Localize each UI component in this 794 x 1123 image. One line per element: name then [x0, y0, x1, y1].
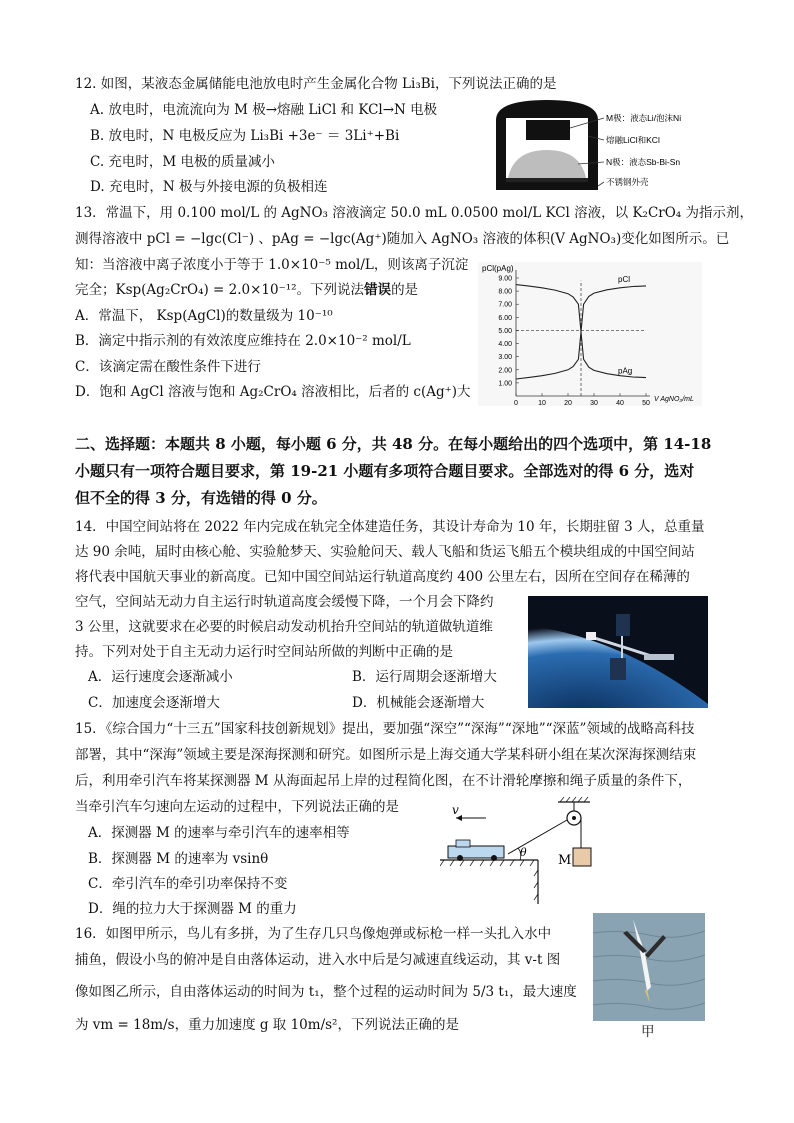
space-station-photo — [528, 596, 708, 708]
y-tick-label: 8.00 — [498, 288, 512, 296]
q14-line-1: 14．中国空间站将在 2022 年内完成在轨完全体建造任务，其设计寿命为 10 年，长期驻留 3 人，总重量 — [75, 519, 705, 535]
pulley-figure — [440, 796, 610, 906]
q14-option-d: D．机械能会逐渐增大 — [352, 695, 485, 711]
q14-line-4: 空气，空间站无动力自主运行时轨道高度会缓慢下降，一个月会下降约 — [75, 594, 494, 610]
q13-option-d: D．饱和 AgCl 溶液与饱和 Ag₂CrO₄ 溶液相比，后者的 c(Ag⁺)大 — [75, 384, 471, 400]
q16-line-2: 捕鱼，假设小鸟的俯冲是自由落体运动，进入水中后是匀减速直线运动，其 v-t 图 — [75, 952, 561, 968]
label-steel-shell: 不锈钢外壳 — [606, 177, 649, 187]
q13-option-a: A．常温下， Ksp(AgCl)的数量级为 10⁻¹⁰ — [75, 308, 333, 324]
q16-line-3: 像如图乙所示，自由落体运动的时间为 t₁，整个过程的运动时间为 5/3 t₁，最大速度 — [75, 984, 577, 1000]
label-n-electrode: N极：液态Sb-Bi-Sn — [606, 157, 681, 167]
x-tick-label: 0 — [514, 400, 518, 406]
label-m-electrode: M极：液态Li/泡沫Ni — [606, 113, 682, 123]
diving-bird-photo — [593, 913, 705, 1021]
x-tick-label: 30 — [590, 400, 598, 406]
figure-label-jia: 甲 — [641, 1024, 655, 1040]
label-m: M — [558, 853, 572, 868]
label-theta: θ — [520, 846, 527, 859]
q15-option-a: A．探测器 M 的速率与牵引汽车的速率相等 — [88, 825, 350, 841]
q15-option-c: C．牵引汽车的牵引功率保持不变 — [88, 876, 288, 892]
q14-line-2: 达 90 余吨，届时由核心舱、实验舱梦天、实验舱问天、载人飞船和货运飞船五个模块组成的中国空间站 — [75, 544, 695, 560]
titration-chart — [478, 262, 702, 406]
q16-line-4: 为 vm = 18m/s，重力加速度 g 取 10m/s²，下列说法正确的是 — [75, 1017, 459, 1033]
y-tick-label: 2.00 — [498, 367, 512, 375]
label-v: v — [452, 803, 459, 817]
section2-line-1: 二、选择题：本题共 8 小题，每小题 6 分，共 48 分。在每小题给出的四个选项中，第 14-18 — [75, 435, 712, 453]
section2-line-3: 但不全的得 3 分，有选错的得 0 分。 — [75, 489, 327, 507]
y-tick-label: 6.00 — [498, 314, 512, 322]
y-tick-label: 4.00 — [498, 341, 512, 349]
q15-line-2: 部署，其中“深海”领域主要是深海探测和研究。如图所示是上海交通大学某科研小组在某次深海探测结束 — [75, 747, 697, 763]
q12-option-b: B. 放电时，N 电极反应为 Li₃Bi +3e⁻ ＝ 3Li⁺+Bi — [90, 128, 400, 144]
series-label-pCl: pCl — [618, 274, 631, 284]
x-tick-label: 40 — [616, 400, 624, 406]
q14-line-3: 将代表中国航天事业的新高度。已知中国空间站运行轨道高度约 400 公里左右，因所在空间存在稀薄的 — [75, 569, 690, 585]
q14-option-a: A．运行速度会逐渐减小 — [88, 669, 233, 685]
q14-option-b: B．运行周期会逐渐增大 — [352, 669, 497, 685]
q12-option-c: C. 充电时，M 电极的质量减小 — [90, 154, 276, 170]
q13-option-c: C．该滴定需在酸性条件下进行 — [75, 359, 261, 375]
q14-line-6: 持。下列对处于自主无动力运行时空间站所做的判断中正确的是 — [75, 644, 453, 660]
q15-line-1: 15．《综合国力“十三五”国家科技创新规划》提出，要加强“深空”“深海”“深地”“深蓝”领域的战略高科技 — [75, 721, 695, 737]
y-tick-label: 1.00 — [498, 380, 512, 388]
q12-option-d: D. 充电时，N 极与外接电源的负极相连 — [90, 179, 328, 195]
q14-line-5: 3 公里，这就要求在必要的时候启动发动机抬升空间站的轨道做轨道维 — [75, 619, 493, 635]
x-axis-label: V AgNO₃/mL — [654, 396, 694, 403]
q15-option-b: B．探测器 M 的速率为 vsinθ — [88, 851, 269, 867]
q13-line-3: 知：当溶液中离子浓度小于等于 1.0×10⁻⁵ mol/L，则该离子沉淀 — [75, 257, 469, 273]
y-tick-label: 9.00 — [498, 275, 512, 283]
x-tick-label: 10 — [538, 400, 546, 406]
q15-option-d: D．绳的拉力大于探测器 M 的重力 — [88, 901, 297, 917]
q12-option-a: A. 放电时，电流流向为 M 极→熔融 LiCl 和 KCl→N 电极 — [90, 102, 438, 118]
q15-line-4: 当牵引汽车匀速向左运动的过程中，下列说法正确的是 — [75, 799, 399, 815]
q12-stem: 12. 如图，某液态金属储能电池放电时产生金属化合物 Li₃Bi，下列说法正确的是 — [75, 76, 557, 92]
y-tick-label: 7.00 — [498, 301, 512, 309]
section2-line-2: 小题只有一项符合题目要求，第 19-21 小题有多项符合题目要求。全部选对的得 6 分，选对 — [75, 462, 695, 480]
label-molten-salt: 熔融LiCl和KCl — [606, 135, 660, 145]
y-tick-label: 5.00 — [498, 327, 512, 335]
y-axis-label: pCl(pAg) — [482, 264, 514, 273]
q15-line-3: 后，利用牵引汽车将某探测器 M 从海面起吊上岸的过程简化图，在不计滑轮摩擦和绳子质量的条件下， — [75, 773, 692, 789]
series-label-pAg: pAg — [618, 366, 633, 376]
q13-line-2: 测得溶液中 pCl = −lgc(Cl⁻) 、pAg = −lgc(Ag⁺)随加入 AgNO₃ 溶液的体积(V AgNO₃)变化如图所示。已 — [75, 231, 730, 247]
y-tick-label: 3.00 — [498, 354, 512, 362]
q14-option-c: C．加速度会逐渐增大 — [88, 695, 220, 711]
q13-error-word: 错误 — [364, 282, 392, 298]
q13-line-4: 完全；Ksp(Ag₂CrO₄) = 2.0×10⁻¹²。下列说法错误的是 — [75, 282, 419, 298]
q13-option-b: B．滴定中指示剂的有效浓度应维持在 2.0×10⁻² mol/L — [75, 333, 411, 349]
x-tick-label: 50 — [642, 400, 650, 406]
q13-line-1: 13．常温下，用 0.100 mol/L 的 AgNO₃ 溶液滴定 50.0 mL 0.0500 mol/L KCl 溶液，以 K₂CrO₄ 为指示剂， — [75, 205, 754, 221]
battery-figure — [492, 98, 704, 196]
q16-line-1: 16．如图甲所示，鸟儿有多拼，为了生存几只鸟像炮弹或标枪一样一头扎入水中 — [75, 926, 552, 942]
x-tick-label: 20 — [564, 400, 572, 406]
